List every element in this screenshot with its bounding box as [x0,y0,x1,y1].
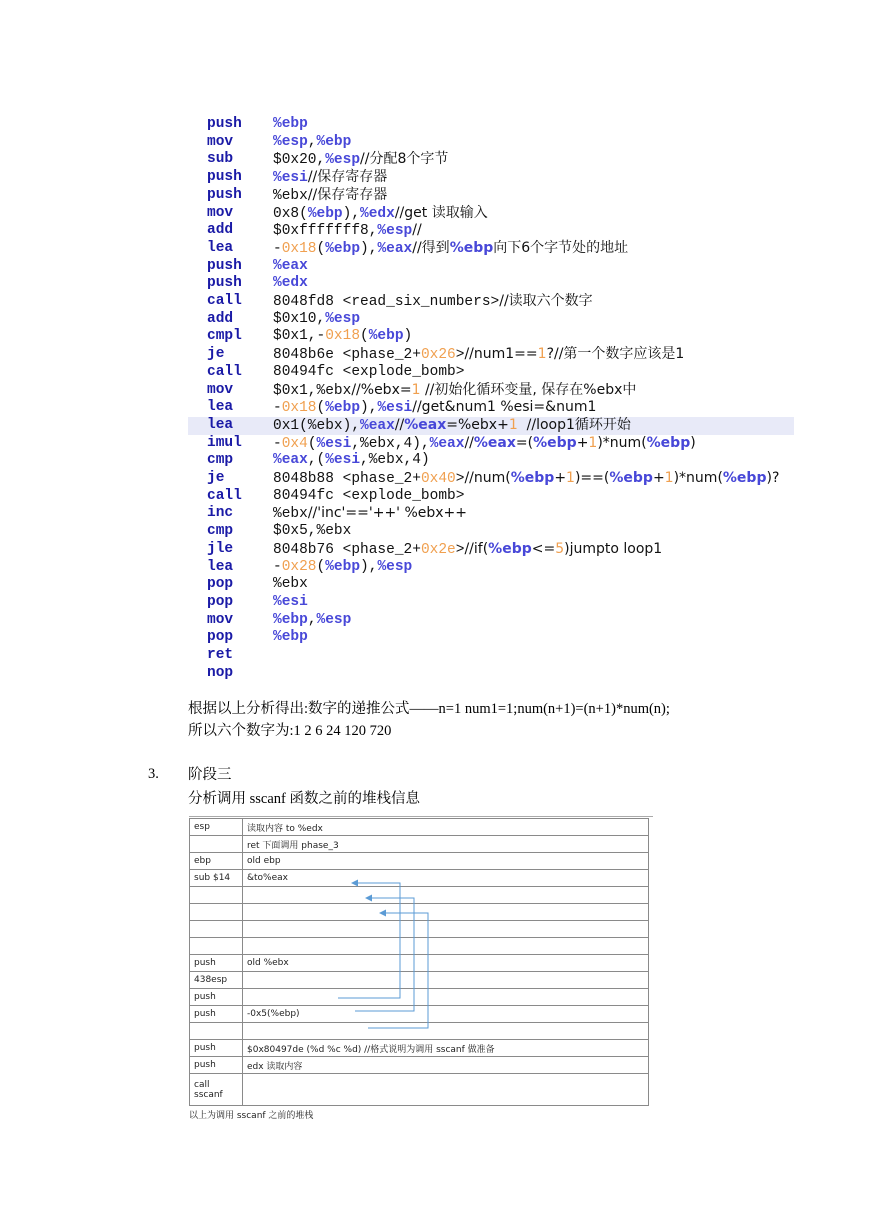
operands: 0x8(%ebp),%edx//get 读取输入 [273,204,488,222]
mnemonic: lea [207,416,234,433]
mnemonic: lea [207,239,234,256]
operands: %ebp [273,116,308,132]
analysis-line-1: 根据以上分析得出:数字的递推公式——n=1 num1=1;num(n+1)=(n+1)*num(n); [188,701,670,717]
mnemonic: cmpl [207,328,242,345]
section-title: 阶段三 [188,767,232,783]
mnemonic: ret [207,647,234,663]
mnemonic: add [207,222,234,239]
mnemonic: inc [207,505,234,522]
stack-content-cell: &to%eax [243,870,649,887]
operands: %ebp,%esp [273,611,352,628]
mnemonic: je [207,470,225,486]
analysis-line-2: 所以六个数字为:1 2 6 24 120 720 [188,723,392,739]
stack-content-cell: 读取内容 to %edx [243,819,649,836]
mnemonic: pop [207,576,234,593]
mnemonic: call [207,293,242,309]
stack-content-cell: $0x80497de (%d %c %d) //格式说明为调用 sscanf 做准备 [243,1040,649,1057]
mnemonic: lea [207,399,234,416]
operands: 8048fd8 <read_six_numbers>//读取六个数字 [273,293,593,310]
operands: $0x5,%ebx [273,523,352,540]
stack-op-cell: ebp [190,853,243,870]
arrow-2 [355,898,414,1011]
mnemonic: jle [207,540,234,557]
mnemonic: mov [207,381,234,398]
stack-op-cell: push [190,1006,243,1023]
mnemonic: nop [207,664,234,681]
stack-op-cell: 438esp [190,972,243,989]
stack-op-cell: call sscanf [190,1074,243,1106]
mnemonic: mov [207,133,234,150]
mnemonic: call [207,363,242,380]
operands: %eax [273,257,308,274]
mnemonic: imul [207,434,242,451]
mnemonic: cmp [207,452,234,469]
operands: -0x18(%ebp),%esi//get&num1 %esi=&num1 [273,399,597,417]
mnemonic: add [207,310,234,327]
mnemonic: call [207,487,242,504]
operands: -0x4(%esi,%ebx,4),%eax//%eax=(%ebp+1)*num(%ebp) [273,434,696,452]
operands: %ebx [273,576,308,593]
stack-op-cell: push [190,955,243,972]
operands: %esi [273,593,308,610]
operands: %ebx//'inc'=='++' %ebx++ [273,505,468,523]
mnemonic: push [207,186,242,203]
mnemonic: mov [207,611,234,628]
operands: %ebx//保存寄存器 [273,186,388,204]
stack-content-cell: -0x5(%ebp) [243,1006,649,1023]
stack-content-cell: old %ebx [243,955,649,972]
mnemonic: cmp [207,523,234,540]
arrow-1 [338,883,400,998]
operands: -0x28(%ebp),%esp [273,558,413,575]
section-subtitle: 分析调用 sscanf 函数之前的堆栈信息 [188,791,420,807]
operands: $0x1,%ebx//%ebx=1 //初始化循环变量, 保存在%ebx中 [273,381,637,399]
operands: %esi//保存寄存器 [273,169,388,187]
operands: %esp,%ebp [273,133,352,150]
operands: -0x18(%ebp),%eax//得到%ebp向下6个字节处的地址 [273,239,629,257]
mnemonic: push [207,169,242,186]
operands: $0x1,-0x18(%ebp) [273,328,413,345]
stack-op-cell: push [190,1040,243,1057]
operands: %edx [273,275,308,292]
stack-op-cell: push [190,1057,243,1074]
stack-content-cell: old ebp [243,853,649,870]
mnemonic: pop [207,629,234,646]
mnemonic: push [207,275,242,292]
stack-op-cell: push [190,989,243,1006]
mnemonic: push [207,257,242,274]
mnemonic: pop [207,593,234,610]
stack-op-cell: sub $14 [190,870,243,887]
mnemonic: lea [207,558,234,575]
stack-op-cell: esp [190,819,243,836]
operands: 8048b76 <phase_2+0x2e>//if(%ebp<=5)jumpto loop1 [273,540,663,558]
operands: 80494fc <explode_bomb> [273,487,465,504]
mnemonic: push [207,116,242,132]
operands: $0x10,%esp [273,310,361,327]
stack-content-cell: edx 读取内容 [243,1057,649,1074]
operands: 8048b88 <phase_2+0x40>//num(%ebp+1)==(%ebp+1)*num(%ebp)? [273,470,780,487]
mnemonic: mov [207,204,234,221]
stack-content-cell: ret 下面调用 phase_3 [243,836,649,853]
operands: 0x1(%ebx),%eax//%eax=%ebx+1 //loop1循环开始 [273,416,631,434]
stack-caption: 以上为调用 sscanf 之前的堆栈 [189,1111,314,1121]
section-number: 3. [148,766,159,782]
operands: 80494fc <explode_bomb> [273,363,465,380]
mnemonic: sub [207,151,234,168]
operands: %ebp [273,629,308,646]
operands: $0xfffffff8,%esp// [273,222,422,240]
operands: %eax,(%esi,%ebx,4) [273,452,430,469]
mnemonic: je [207,346,225,363]
operands: $0x20,%esp//分配8个字节 [273,151,449,169]
operands: 8048b6e <phase_2+0x26>//num1==1?//第一个数字应该是1 [273,346,685,364]
